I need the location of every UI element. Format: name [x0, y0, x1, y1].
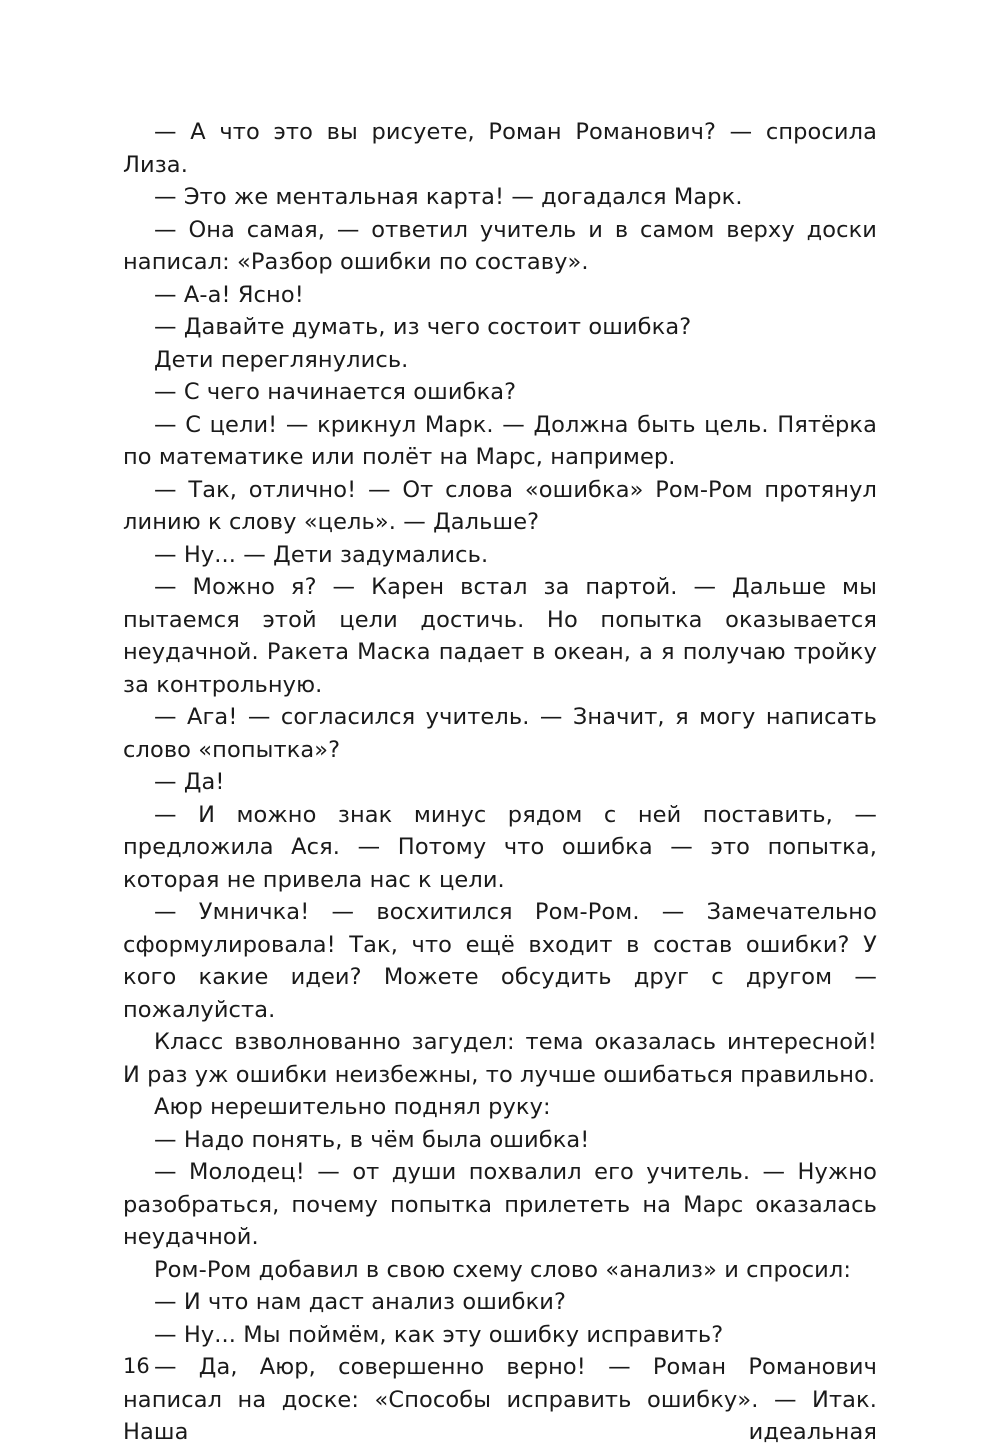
paragraph: Аюр нерешительно поднял руку: [154, 1094, 551, 1120]
paragraph: — А-а! Ясно! [154, 281, 304, 308]
paragraph: — Молодец! — от души похвалил его учитель. — Нужно разобраться, почему попытка прилететь на Марс оказалась неудачной. [123, 1159, 877, 1250]
paragraph: — Это же ментальная карта! — догадался Марк. [154, 184, 743, 210]
paragraph: — Да, Аюр, совершенно верно! — Роман Романович написал на доске: «Способы исправить ошибку». — Итак. Наша идеальная [123, 1354, 877, 1445]
paragraph: Класс взволнованно загудел: тема оказалась интересной! И раз уж ошибки неизбежны, то лучше ошибаться правильно. [123, 1029, 877, 1088]
paragraph: — Да! [154, 769, 225, 795]
body-text [123, 116, 877, 1449]
paragraph: — С чего начинается ошибка? [154, 379, 517, 405]
paragraph: — И можно знак минус рядом с ней поставить, — предложила Ася. — Потому что ошибка — это попытка, которая не привела нас к цели. [123, 801, 877, 893]
paragraph: — Ну... — Дети задумались. [154, 541, 489, 568]
page-number: 16 [123, 1354, 150, 1378]
paragraph: Дети переглянулись. [154, 346, 409, 373]
paragraph: Ром-Ром добавил в свою схему слово «анализ» и спросил: [154, 1256, 852, 1283]
paragraph: — Ага! — согласился учитель. — Значит, я могу написать слово «попытка»? [123, 704, 877, 763]
paragraph: — Надо понять, в чём была ошибка! [154, 1126, 590, 1153]
paragraph: — Она самая, — ответил учитель и в самом верху доски написал: «Разбор ошибки по составу». [123, 216, 877, 275]
paragraph: — Умничка! — восхитился Ром-Ром. — Замечательно сформулировала! Так, что ещё входит в состав ошибки? У кого какие идеи? Можете обсудить друг с другом — пожалуйста. [123, 899, 877, 1023]
paragraph: — С цели! — крикнул Марк. — Должна быть цель. Пятёрка по математике или полёт на Марс, например. [123, 411, 877, 470]
paragraph: — А что это вы рисуете, Роман Романович? — спросила Лиза. [123, 119, 877, 178]
paragraph: — Так, отлично! — От слова «ошибка» Ром-Ром протянул линию к слову «цель». — Дальше? [123, 476, 877, 535]
paragraph: — Можно я? — Карен встал за партой. — Дальше мы пытаемся этой цели достичь. Но попытка оказывается неудачной. Ракета Маска падает в океан, а я получаю тройку за контрольную. [123, 574, 877, 698]
paragraph: — Ну... Мы поймём, как эту ошибку исправить? [154, 1321, 724, 1348]
paragraph: — И что нам даст анализ ошибки? [154, 1289, 567, 1315]
paragraph: — Давайте думать, из чего состоит ошибка? [154, 314, 692, 340]
